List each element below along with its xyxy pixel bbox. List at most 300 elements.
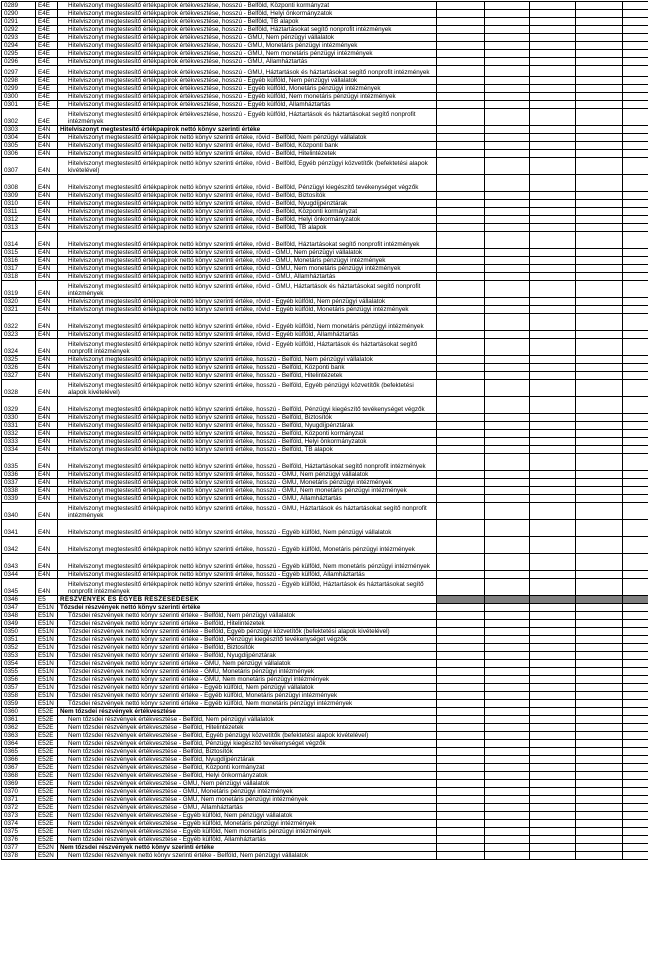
table-row[interactable] <box>2 596 648 604</box>
value-cell[interactable] <box>576 224 623 232</box>
value-cell[interactable] <box>485 668 530 676</box>
value-cell[interactable] <box>437 684 485 692</box>
value-cell[interactable] <box>530 430 576 438</box>
value-cell[interactable] <box>576 58 623 66</box>
value-cell[interactable] <box>530 852 576 860</box>
value-cell[interactable] <box>623 756 648 764</box>
value-cell[interactable] <box>530 26 576 34</box>
value-cell[interactable] <box>576 273 623 281</box>
value-cell[interactable] <box>437 18 485 26</box>
value-cell[interactable] <box>437 265 485 273</box>
value-cell[interactable] <box>623 58 648 66</box>
value-cell[interactable] <box>437 438 485 446</box>
table-row[interactable] <box>2 852 648 860</box>
value-cell[interactable] <box>576 700 623 708</box>
value-cell[interactable] <box>530 828 576 836</box>
value-cell[interactable] <box>530 579 576 596</box>
value-cell[interactable] <box>576 339 623 356</box>
value-cell[interactable] <box>485 422 530 430</box>
value-cell[interactable] <box>485 812 530 820</box>
table-row[interactable] <box>2 339 648 356</box>
table-row[interactable] <box>2 788 648 796</box>
value-cell[interactable] <box>530 479 576 487</box>
value-cell[interactable] <box>623 596 648 604</box>
value-cell[interactable] <box>437 77 485 85</box>
value-cell[interactable] <box>623 331 648 339</box>
table-row[interactable] <box>2 192 648 200</box>
value-cell[interactable] <box>437 34 485 42</box>
value-cell[interactable] <box>576 844 623 852</box>
value-cell[interactable] <box>576 820 623 828</box>
value-cell[interactable] <box>623 804 648 812</box>
value-cell[interactable] <box>437 495 485 503</box>
table-row[interactable] <box>2 812 648 820</box>
value-cell[interactable] <box>623 554 648 571</box>
value-cell[interactable] <box>576 652 623 660</box>
table-row[interactable] <box>2 764 648 772</box>
value-cell[interactable] <box>485 249 530 257</box>
value-cell[interactable] <box>437 192 485 200</box>
value-cell[interactable] <box>530 495 576 503</box>
value-cell[interactable] <box>530 716 576 724</box>
value-cell[interactable] <box>530 50 576 58</box>
value-cell[interactable] <box>530 281 576 298</box>
table-row[interactable] <box>2 772 648 780</box>
value-cell[interactable] <box>485 796 530 804</box>
value-cell[interactable] <box>576 298 623 306</box>
value-cell[interactable] <box>623 620 648 628</box>
value-cell[interactable] <box>485 66 530 77</box>
value-cell[interactable] <box>623 780 648 788</box>
value-cell[interactable] <box>576 828 623 836</box>
value-cell[interactable] <box>623 812 648 820</box>
value-cell[interactable] <box>485 836 530 844</box>
value-cell[interactable] <box>437 636 485 644</box>
value-cell[interactable] <box>437 257 485 265</box>
value-cell[interactable] <box>485 487 530 495</box>
value-cell[interactable] <box>576 756 623 764</box>
value-cell[interactable] <box>623 764 648 772</box>
value-cell[interactable] <box>623 2 648 10</box>
value-cell[interactable] <box>485 471 530 479</box>
value-cell[interactable] <box>623 430 648 438</box>
value-cell[interactable] <box>485 397 530 414</box>
value-cell[interactable] <box>576 740 623 748</box>
value-cell[interactable] <box>485 101 530 109</box>
table-row[interactable] <box>2 660 648 668</box>
value-cell[interactable] <box>623 676 648 684</box>
value-cell[interactable] <box>485 273 530 281</box>
value-cell[interactable] <box>530 804 576 812</box>
table-row[interactable] <box>2 34 648 42</box>
value-cell[interactable] <box>576 446 623 454</box>
value-cell[interactable] <box>485 756 530 764</box>
value-cell[interactable] <box>623 446 648 454</box>
value-cell[interactable] <box>576 748 623 756</box>
value-cell[interactable] <box>576 596 623 604</box>
value-cell[interactable] <box>437 298 485 306</box>
value-cell[interactable] <box>576 134 623 142</box>
value-cell[interactable] <box>530 331 576 339</box>
value-cell[interactable] <box>485 852 530 860</box>
value-cell[interactable] <box>623 356 648 364</box>
value-cell[interactable] <box>437 668 485 676</box>
value-cell[interactable] <box>623 471 648 479</box>
value-cell[interactable] <box>530 372 576 380</box>
value-cell[interactable] <box>485 200 530 208</box>
value-cell[interactable] <box>623 836 648 844</box>
value-cell[interactable] <box>530 604 576 612</box>
value-cell[interactable] <box>576 571 623 579</box>
value-cell[interactable] <box>485 676 530 684</box>
value-cell[interactable] <box>530 644 576 652</box>
table-row[interactable] <box>2 604 648 612</box>
value-cell[interactable] <box>576 331 623 339</box>
table-row[interactable] <box>2 2 648 10</box>
table-row[interactable] <box>2 257 648 265</box>
value-cell[interactable] <box>530 397 576 414</box>
value-cell[interactable] <box>437 820 485 828</box>
value-cell[interactable] <box>623 364 648 372</box>
value-cell[interactable] <box>623 537 648 554</box>
value-cell[interactable] <box>437 503 485 520</box>
value-cell[interactable] <box>437 422 485 430</box>
value-cell[interactable] <box>530 571 576 579</box>
value-cell[interactable] <box>437 126 485 134</box>
value-cell[interactable] <box>437 571 485 579</box>
value-cell[interactable] <box>623 85 648 93</box>
value-cell[interactable] <box>485 380 530 397</box>
value-cell[interactable] <box>437 273 485 281</box>
value-cell[interactable] <box>576 471 623 479</box>
value-cell[interactable] <box>530 471 576 479</box>
value-cell[interactable] <box>623 788 648 796</box>
value-cell[interactable] <box>530 708 576 716</box>
value-cell[interactable] <box>485 26 530 34</box>
value-cell[interactable] <box>623 134 648 142</box>
value-cell[interactable] <box>485 232 530 249</box>
table-row[interactable] <box>2 844 648 852</box>
table-row[interactable] <box>2 109 648 126</box>
value-cell[interactable] <box>530 652 576 660</box>
value-cell[interactable] <box>437 142 485 150</box>
value-cell[interactable] <box>530 414 576 422</box>
value-cell[interactable] <box>623 438 648 446</box>
table-row[interactable] <box>2 175 648 192</box>
value-cell[interactable] <box>530 628 576 636</box>
value-cell[interactable] <box>576 620 623 628</box>
value-cell[interactable] <box>576 612 623 620</box>
value-cell[interactable] <box>485 281 530 298</box>
value-cell[interactable] <box>485 740 530 748</box>
value-cell[interactable] <box>576 380 623 397</box>
value-cell[interactable] <box>576 732 623 740</box>
value-cell[interactable] <box>530 93 576 101</box>
table-row[interactable] <box>2 372 648 380</box>
value-cell[interactable] <box>437 50 485 58</box>
table-row[interactable] <box>2 414 648 422</box>
value-cell[interactable] <box>623 708 648 716</box>
table-row[interactable] <box>2 142 648 150</box>
value-cell[interactable] <box>576 780 623 788</box>
table-row[interactable] <box>2 503 648 520</box>
value-cell[interactable] <box>576 422 623 430</box>
value-cell[interactable] <box>576 812 623 820</box>
value-cell[interactable] <box>576 716 623 724</box>
value-cell[interactable] <box>485 454 530 471</box>
value-cell[interactable] <box>437 579 485 596</box>
value-cell[interactable] <box>485 700 530 708</box>
value-cell[interactable] <box>437 224 485 232</box>
value-cell[interactable] <box>485 158 530 175</box>
value-cell[interactable] <box>530 273 576 281</box>
value-cell[interactable] <box>623 50 648 58</box>
value-cell[interactable] <box>576 192 623 200</box>
table-row[interactable] <box>2 249 648 257</box>
value-cell[interactable] <box>576 537 623 554</box>
value-cell[interactable] <box>576 101 623 109</box>
value-cell[interactable] <box>576 257 623 265</box>
value-cell[interactable] <box>485 93 530 101</box>
table-row[interactable] <box>2 700 648 708</box>
table-row[interactable] <box>2 356 648 364</box>
table-row[interactable] <box>2 571 648 579</box>
value-cell[interactable] <box>576 430 623 438</box>
value-cell[interactable] <box>437 339 485 356</box>
table-row[interactable] <box>2 232 648 249</box>
value-cell[interactable] <box>623 34 648 42</box>
value-cell[interactable] <box>530 249 576 257</box>
value-cell[interactable] <box>576 42 623 50</box>
table-row[interactable] <box>2 364 648 372</box>
value-cell[interactable] <box>623 716 648 724</box>
value-cell[interactable] <box>576 50 623 58</box>
value-cell[interactable] <box>623 796 648 804</box>
table-row[interactable] <box>2 85 648 93</box>
value-cell[interactable] <box>485 788 530 796</box>
value-cell[interactable] <box>530 756 576 764</box>
value-cell[interactable] <box>623 748 648 756</box>
value-cell[interactable] <box>485 732 530 740</box>
value-cell[interactable] <box>530 58 576 66</box>
value-cell[interactable] <box>576 438 623 446</box>
value-cell[interactable] <box>530 306 576 314</box>
value-cell[interactable] <box>576 26 623 34</box>
table-row[interactable] <box>2 676 648 684</box>
value-cell[interactable] <box>485 764 530 772</box>
value-cell[interactable] <box>437 380 485 397</box>
value-cell[interactable] <box>623 397 648 414</box>
value-cell[interactable] <box>530 298 576 306</box>
value-cell[interactable] <box>576 554 623 571</box>
value-cell[interactable] <box>623 732 648 740</box>
value-cell[interactable] <box>485 479 530 487</box>
value-cell[interactable] <box>576 314 623 331</box>
value-cell[interactable] <box>485 134 530 142</box>
value-cell[interactable] <box>437 454 485 471</box>
value-cell[interactable] <box>530 158 576 175</box>
table-row[interactable] <box>2 26 648 34</box>
value-cell[interactable] <box>437 2 485 10</box>
value-cell[interactable] <box>437 356 485 364</box>
value-cell[interactable] <box>530 620 576 628</box>
value-cell[interactable] <box>530 66 576 77</box>
table-row[interactable] <box>2 756 648 764</box>
value-cell[interactable] <box>437 158 485 175</box>
value-cell[interactable] <box>576 208 623 216</box>
value-cell[interactable] <box>437 26 485 34</box>
value-cell[interactable] <box>530 314 576 331</box>
value-cell[interactable] <box>530 487 576 495</box>
table-row[interactable] <box>2 644 648 652</box>
value-cell[interactable] <box>623 192 648 200</box>
table-row[interactable] <box>2 281 648 298</box>
value-cell[interactable] <box>576 85 623 93</box>
value-cell[interactable] <box>576 265 623 273</box>
table-row[interactable] <box>2 716 648 724</box>
value-cell[interactable] <box>530 438 576 446</box>
value-cell[interactable] <box>576 636 623 644</box>
value-cell[interactable] <box>576 772 623 780</box>
value-cell[interactable] <box>576 93 623 101</box>
value-cell[interactable] <box>623 306 648 314</box>
value-cell[interactable] <box>623 93 648 101</box>
value-cell[interactable] <box>485 636 530 644</box>
value-cell[interactable] <box>623 652 648 660</box>
value-cell[interactable] <box>623 414 648 422</box>
table-row[interactable] <box>2 93 648 101</box>
table-row[interactable] <box>2 692 648 700</box>
value-cell[interactable] <box>623 700 648 708</box>
table-row[interactable] <box>2 836 648 844</box>
value-cell[interactable] <box>576 34 623 42</box>
value-cell[interactable] <box>576 281 623 298</box>
value-cell[interactable] <box>623 126 648 134</box>
value-cell[interactable] <box>437 796 485 804</box>
value-cell[interactable] <box>530 339 576 356</box>
table-row[interactable] <box>2 724 648 732</box>
value-cell[interactable] <box>485 298 530 306</box>
value-cell[interactable] <box>576 109 623 126</box>
value-cell[interactable] <box>437 652 485 660</box>
value-cell[interactable] <box>485 372 530 380</box>
value-cell[interactable] <box>485 208 530 216</box>
value-cell[interactable] <box>623 77 648 85</box>
value-cell[interactable] <box>623 42 648 50</box>
value-cell[interactable] <box>485 579 530 596</box>
value-cell[interactable] <box>530 126 576 134</box>
value-cell[interactable] <box>485 10 530 18</box>
value-cell[interactable] <box>485 175 530 192</box>
value-cell[interactable] <box>576 628 623 636</box>
value-cell[interactable] <box>623 298 648 306</box>
value-cell[interactable] <box>437 58 485 66</box>
value-cell[interactable] <box>623 66 648 77</box>
value-cell[interactable] <box>485 684 530 692</box>
value-cell[interactable] <box>530 232 576 249</box>
table-row[interactable] <box>2 216 648 224</box>
value-cell[interactable] <box>623 232 648 249</box>
value-cell[interactable] <box>530 109 576 126</box>
table-row[interactable] <box>2 314 648 331</box>
value-cell[interactable] <box>437 828 485 836</box>
value-cell[interactable] <box>437 397 485 414</box>
value-cell[interactable] <box>437 804 485 812</box>
value-cell[interactable] <box>623 422 648 430</box>
value-cell[interactable] <box>437 772 485 780</box>
value-cell[interactable] <box>623 175 648 192</box>
value-cell[interactable] <box>437 364 485 372</box>
value-cell[interactable] <box>530 796 576 804</box>
value-cell[interactable] <box>485 150 530 158</box>
table-row[interactable] <box>2 397 648 414</box>
value-cell[interactable] <box>576 306 623 314</box>
table-row[interactable] <box>2 828 648 836</box>
value-cell[interactable] <box>576 692 623 700</box>
table-row[interactable] <box>2 479 648 487</box>
table-row[interactable] <box>2 454 648 471</box>
value-cell[interactable] <box>437 10 485 18</box>
value-cell[interactable] <box>437 314 485 331</box>
table-row[interactable] <box>2 636 648 644</box>
value-cell[interactable] <box>485 446 530 454</box>
table-row[interactable] <box>2 331 648 339</box>
value-cell[interactable] <box>576 724 623 732</box>
table-row[interactable] <box>2 66 648 77</box>
value-cell[interactable] <box>437 208 485 216</box>
value-cell[interactable] <box>623 216 648 224</box>
value-cell[interactable] <box>530 844 576 852</box>
value-cell[interactable] <box>576 668 623 676</box>
value-cell[interactable] <box>485 42 530 50</box>
value-cell[interactable] <box>437 596 485 604</box>
value-cell[interactable] <box>437 604 485 612</box>
value-cell[interactable] <box>576 158 623 175</box>
value-cell[interactable] <box>437 740 485 748</box>
value-cell[interactable] <box>623 265 648 273</box>
value-cell[interactable] <box>623 339 648 356</box>
value-cell[interactable] <box>485 414 530 422</box>
value-cell[interactable] <box>530 42 576 50</box>
value-cell[interactable] <box>530 224 576 232</box>
value-cell[interactable] <box>530 134 576 142</box>
value-cell[interactable] <box>437 66 485 77</box>
value-cell[interactable] <box>576 479 623 487</box>
value-cell[interactable] <box>576 356 623 364</box>
value-cell[interactable] <box>530 820 576 828</box>
value-cell[interactable] <box>485 314 530 331</box>
value-cell[interactable] <box>530 684 576 692</box>
value-cell[interactable] <box>576 579 623 596</box>
value-cell[interactable] <box>530 18 576 26</box>
value-cell[interactable] <box>485 708 530 716</box>
value-cell[interactable] <box>530 503 576 520</box>
value-cell[interactable] <box>576 200 623 208</box>
value-cell[interactable] <box>485 604 530 612</box>
value-cell[interactable] <box>437 200 485 208</box>
table-row[interactable] <box>2 18 648 26</box>
value-cell[interactable] <box>437 306 485 314</box>
table-row[interactable] <box>2 150 648 158</box>
value-cell[interactable] <box>530 740 576 748</box>
value-cell[interactable] <box>576 660 623 668</box>
value-cell[interactable] <box>485 748 530 756</box>
table-row[interactable] <box>2 796 648 804</box>
value-cell[interactable] <box>576 684 623 692</box>
table-row[interactable] <box>2 42 648 50</box>
value-cell[interactable] <box>576 175 623 192</box>
table-row[interactable] <box>2 208 648 216</box>
